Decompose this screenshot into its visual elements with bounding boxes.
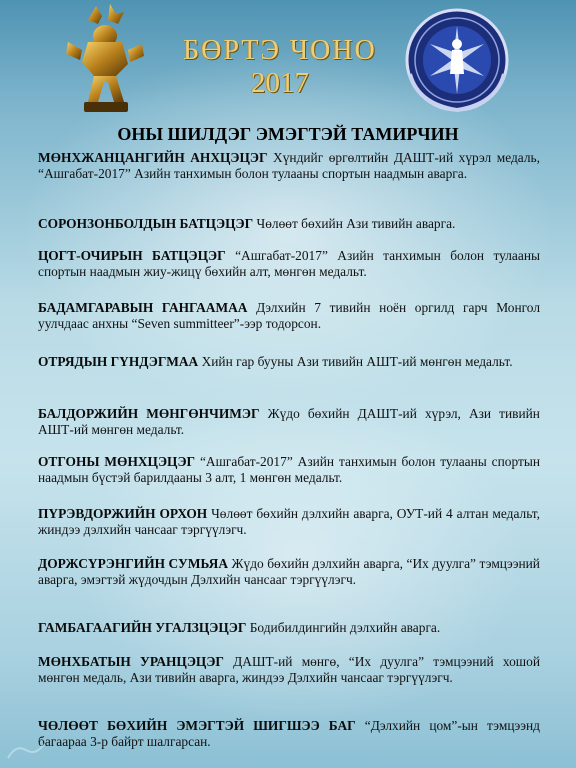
achievement-text: Хүндийг өргөлтийн ДАШТ-ий хүрэл медаль, “Ашгабат-2017” Азийн танхимын болон тулааны спортын наадмын аварга. — [38, 150, 540, 181]
athlete-name: ЧӨЛӨӨТ БӨХИЙН ЭМЭГТЭЙ ШИГШЭЭ БАГ — [38, 718, 356, 733]
athlete-name: БАДАМГАРАВЫН ГАНГААМАА — [38, 300, 248, 315]
event-brand — [160, 36, 400, 100]
athlete-name: ОТРЯДЫН ГҮНДЭГМАА — [38, 354, 199, 369]
athlete-name: МӨНХЖАНЦАНГИЙН АНХЦЭЦЭГ — [38, 150, 268, 165]
list-item — [38, 406, 540, 438]
athlete-name: БАЛДОРЖИЙН МӨНГӨНЧИМЭГ — [38, 406, 260, 421]
athlete-name: СОРОНЗОНБОЛДЫН БАТЦЭЦЭГ — [38, 216, 254, 231]
corner-watermark-icon — [6, 740, 46, 762]
achievement-text: Чөлөөт бөхийн дэлхийн аварга, ОУТ-ий 4 алтан медальт, жиндээ дэлхийн чансааг тэргүүлэгч. — [38, 506, 540, 537]
athlete-name: ПҮРЭВДОРЖИЙН ОРХОН — [38, 506, 208, 521]
olympic-committee-emblem-icon — [398, 4, 516, 116]
achievement-text: “Дэлхийн цом”-ын тэмцээнд багаараа 3-р байрт шалгарсан. — [38, 718, 540, 749]
brand-year: 2017 — [251, 67, 309, 99]
list-item — [38, 654, 540, 686]
achievement-text: Жүдо бөхийн ДАШТ-ий хүрэл, Ази тивийн АШТ-ий мөнгөн медальт. — [38, 406, 540, 437]
list-item — [38, 454, 540, 486]
athlete-name: ОТГОНЫ МӨНХЦЭЦЭГ — [38, 454, 196, 469]
achievement-text: ДАШТ-ий мөнгө, “Их дуулга” тэмцээний хошой мөнгөн медаль, Ази тивийн аварга, жиндээ Дэлхийн чансааг тэргүүлэгч. — [38, 654, 540, 685]
athlete-name: ЦОГТ-ОЧИРЫН БАТЦЭЦЭГ — [38, 248, 226, 263]
page-title: ОНЫ ШИЛДЭГ ЭМЭГТЭЙ ТАМИРЧИН — [117, 124, 459, 144]
achievement-text: Чөлөөт бөхийн Ази тивийн аварга. — [256, 216, 456, 231]
list-item — [38, 620, 540, 636]
list-item — [38, 248, 540, 280]
achievement-text: “Ашгабат-2017” Азийн танхимын болон тулааны спортын наадмын бүстэй барилдааны 3 алт, 1 мөнгөн медальт. — [38, 454, 540, 485]
list-item — [38, 506, 540, 538]
achievement-text: “Ашгабат-2017” Азийн танхимын болон тулааны спортын наадмын жиу-жицү бөхийн алт, мөнгөн медальт. — [38, 248, 540, 279]
achievement-text: Жүдо бөхийн дэлхийн аварга, “Их дуулга” тэмцээний аварга, эмэгтэй жүдочдын Дэлхийн чансааг тэргүүлэгч. — [38, 556, 540, 587]
list-item — [38, 216, 540, 232]
list-item — [38, 300, 540, 332]
header-banner — [0, 0, 576, 115]
trophy-statue-icon — [58, 2, 153, 114]
list-item — [38, 718, 540, 750]
list-item — [38, 556, 540, 588]
athlete-name: МӨНХБАТЫН УРАНЦЭЦЭГ — [38, 654, 224, 669]
achievement-text: Хийн гар бууны Ази тивийн АШТ-ий мөнгөн медальт. — [201, 354, 513, 369]
achievement-text: Бодибилдингийн дэлхийн аварга. — [249, 620, 441, 635]
athlete-name: ДОРЖСҮРЭНГИЙН СУМЬЯА — [38, 556, 228, 571]
brand-name: БӨРТЭ ЧОНО — [183, 35, 377, 66]
achievement-text: Дэлхийн 7 тивийн ноён оргилд гарч Монгол уулчдаас анхны “Seven summitteer”-ээр тодорсон. — [38, 300, 540, 331]
athlete-name: ГАМБАГААГИЙН УГАЛЗЦЭЦЭГ — [38, 620, 247, 635]
list-item — [38, 354, 540, 370]
list-item — [38, 150, 540, 182]
